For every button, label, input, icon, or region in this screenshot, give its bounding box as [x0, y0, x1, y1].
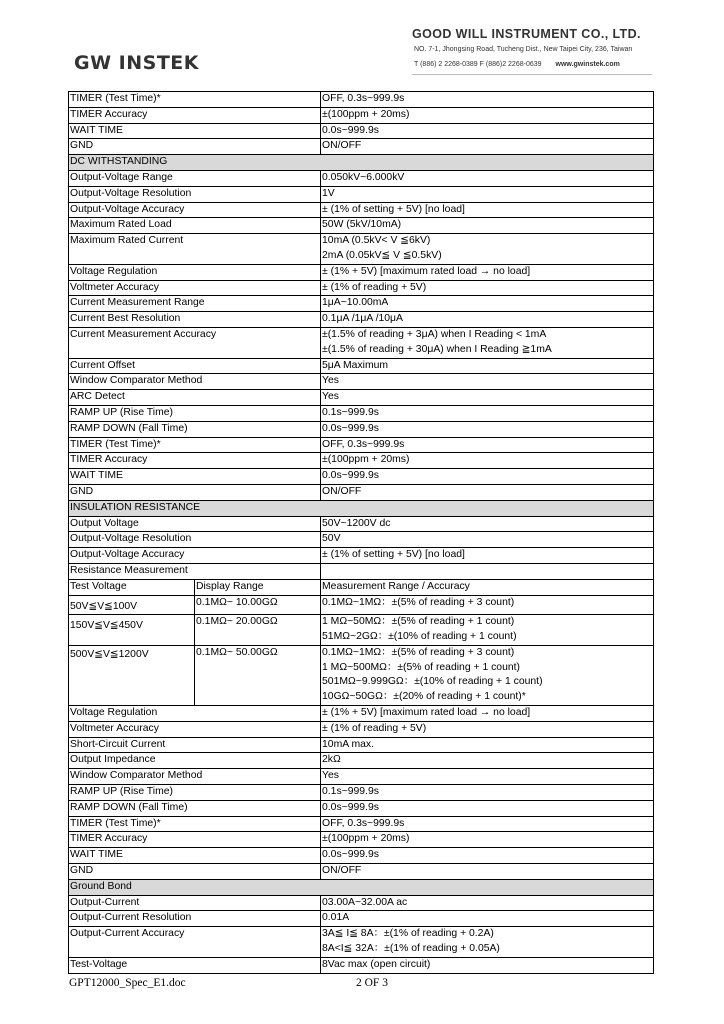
table-row — [69, 186, 654, 202]
table-row — [69, 405, 654, 421]
phone-fax: T (886) 2 2268-0389 F (886)2 2268-0639 — [414, 61, 542, 68]
spec-label: Short-Circuit Current — [69, 737, 321, 753]
value-line: ±(1.5% of reading + 30μA) when I Reading ≧1mA — [322, 343, 552, 355]
spec-value: 8Vac max (open circuit) — [321, 957, 654, 973]
spec-label: Window Comparator Method — [69, 769, 321, 785]
spec-value: 2kΩ — [321, 753, 654, 769]
header-rule — [412, 74, 652, 75]
spec-label: WAIT TIME — [69, 848, 321, 864]
table-row — [69, 895, 654, 911]
table-row — [69, 170, 654, 186]
accuracy — [321, 645, 654, 705]
spec-value: 0.0s~999.9s — [321, 421, 654, 437]
spec-table — [68, 91, 654, 974]
spec-label: GND — [69, 139, 321, 155]
table-row — [69, 453, 654, 469]
spec-value: ± (1% + 5V) [maximum rated load → no load] — [321, 264, 654, 280]
table-row — [69, 864, 654, 880]
table-row — [69, 358, 654, 374]
spec-value: ± (1% of reading + 5V) — [321, 721, 654, 737]
table-row — [69, 753, 654, 769]
table-row — [69, 218, 654, 234]
table-row — [69, 615, 654, 646]
spec-value: 0.1μA /1μA /10μA — [321, 312, 654, 328]
table-row — [69, 737, 654, 753]
value-line: 1 MΩ~50MΩ：±(5% of reading + 1 count) — [322, 616, 515, 628]
section-header — [69, 879, 654, 895]
spec-label: Current Measurement Accuracy — [69, 327, 321, 358]
table-row — [69, 706, 654, 722]
company-logo: GW INSTEK — [74, 52, 199, 74]
spec-value: ± (1% + 5V) [maximum rated load → no load] — [321, 706, 654, 722]
spec-value: 1V — [321, 186, 654, 202]
section-title: INSULATION RESISTANCE — [69, 500, 654, 516]
spec-label: Output-Voltage Resolution — [69, 532, 321, 548]
value-line: 8A<I≦ 32A：±(1% of reading + 0.05A) — [322, 943, 500, 955]
accuracy: 0.1MΩ~1MΩ：±(5% of reading + 3 count) — [321, 595, 654, 615]
spec-value — [321, 327, 654, 358]
table-row — [69, 911, 654, 927]
spec-label: RAMP UP (Rise Time) — [69, 785, 321, 801]
spec-value — [321, 927, 654, 958]
table-row — [69, 484, 654, 500]
table-row — [69, 264, 654, 280]
value-line: 51MΩ~2GΩ：±(10% of reading + 1 count) — [322, 631, 517, 643]
spec-label: Voltage Regulation — [69, 706, 321, 722]
section-header — [69, 155, 654, 171]
table-row — [69, 92, 654, 108]
spec-value: 0.1s~999.9s — [321, 785, 654, 801]
table-row — [69, 516, 654, 532]
spec-value: ± (1% of setting + 5V) [no load] — [321, 548, 654, 564]
spec-label: TIMER (Test Time)* — [69, 92, 321, 108]
table-row — [69, 832, 654, 848]
spec-value: 03.00A~32.00A ac — [321, 895, 654, 911]
spec-label: TIMER Accuracy — [69, 832, 321, 848]
spec-label: Test-Voltage — [69, 957, 321, 973]
table-row — [69, 312, 654, 328]
spec-value: 0.1s~999.9s — [321, 405, 654, 421]
table-row — [69, 927, 654, 958]
spec-value: Yes — [321, 769, 654, 785]
spec-value — [321, 234, 654, 265]
spec-value: 0.0s~999.9s — [321, 469, 654, 485]
table-row — [69, 800, 654, 816]
spec-value: 50W (5kV/10mA) — [321, 218, 654, 234]
table-row — [69, 548, 654, 564]
value-line: 501MΩ~9.999GΩ：±(10% of reading + 1 count) — [322, 676, 543, 688]
spec-value — [321, 563, 654, 579]
spec-label: Output-Voltage Accuracy — [69, 202, 321, 218]
spec-value: ± (1% of reading + 5V) — [321, 280, 654, 296]
value-line: 10GΩ~50GΩ：±(20% of reading + 1 count)* — [322, 691, 526, 703]
spec-label: TIMER (Test Time)* — [69, 816, 321, 832]
spec-label: Output-Current — [69, 895, 321, 911]
spec-label: WAIT TIME — [69, 123, 321, 139]
spec-label: Maximum Rated Load — [69, 218, 321, 234]
table-row — [69, 234, 654, 265]
display-range: 0.1MΩ~ 20.00GΩ — [195, 615, 321, 646]
spec-label: ARC Detect — [69, 390, 321, 406]
table-row — [69, 296, 654, 312]
spec-value: 10mA max. — [321, 737, 654, 753]
spec-value: ±(100ppm + 20ms) — [321, 453, 654, 469]
spec-label: Current Best Resolution — [69, 312, 321, 328]
spec-label: Maximum Rated Current — [69, 234, 321, 265]
table-row — [69, 848, 654, 864]
spec-value: ON/OFF — [321, 864, 654, 880]
table-row — [69, 469, 654, 485]
table-row — [69, 374, 654, 390]
accuracy — [321, 615, 654, 646]
table-row — [69, 107, 654, 123]
value-line: 1 MΩ~500MΩ：±(5% of reading + 1 count) — [322, 661, 520, 673]
display-range: 0.1MΩ~ 10.00GΩ — [195, 595, 321, 615]
spec-label: Output Impedance — [69, 753, 321, 769]
test-voltage: 150V≦V≦450V — [69, 615, 195, 646]
spec-label: Current Offset — [69, 358, 321, 374]
section-title: DC WITHSTANDING — [69, 155, 654, 171]
table-row — [69, 721, 654, 737]
spec-value: ON/OFF — [321, 139, 654, 155]
spec-value: ±(100ppm + 20ms) — [321, 107, 654, 123]
spec-value: 0.0s~999.9s — [321, 123, 654, 139]
table-row — [69, 816, 654, 832]
spec-value: OFF, 0.3s~999.9s — [321, 92, 654, 108]
table-row — [69, 957, 654, 973]
spec-label: Output-Current Resolution — [69, 911, 321, 927]
spec-value: 0.050kV~6.000kV — [321, 170, 654, 186]
table-row — [69, 595, 654, 615]
display-range: 0.1MΩ~ 50.00GΩ — [195, 645, 321, 705]
footer-document-name: GPT12000_Spec_E1.doc — [69, 977, 186, 989]
spec-label: RAMP DOWN (Fall Time) — [69, 800, 321, 816]
subtable-header: Test Voltage — [69, 579, 195, 595]
table-row — [69, 123, 654, 139]
value-line: 2mA (0.05kV≦ V ≦0.5kV) — [322, 249, 442, 261]
value-line: 3A≦ I≦ 8A：±(1% of reading + 0.2A) — [322, 928, 494, 940]
spec-value: OFF, 0.3s~999.9s — [321, 816, 654, 832]
spec-value: Yes — [321, 390, 654, 406]
table-row — [69, 327, 654, 358]
spec-label: WAIT TIME — [69, 469, 321, 485]
section-title: Ground Bond — [69, 879, 654, 895]
spec-value: ON/OFF — [321, 484, 654, 500]
spec-label: Output-Voltage Accuracy — [69, 548, 321, 564]
value-line: ±(1.5% of reading + 3μA) when I Reading < 1mA — [322, 328, 547, 340]
spec-value: 1μA~10.00mA — [321, 296, 654, 312]
company-name: GOOD WILL INSTRUMENT CO., LTD. — [412, 27, 641, 41]
spec-label: Window Comparator Method — [69, 374, 321, 390]
spec-label: RAMP UP (Rise Time) — [69, 405, 321, 421]
spec-value: 0.0s~999.9s — [321, 800, 654, 816]
spec-label: Voltmeter Accuracy — [69, 280, 321, 296]
spec-value: Yes — [321, 374, 654, 390]
spec-label: GND — [69, 484, 321, 500]
table-row — [69, 280, 654, 296]
spec-value: ±(100ppm + 20ms) — [321, 832, 654, 848]
table-row — [69, 390, 654, 406]
test-voltage: 500V≦V≦1200V — [69, 645, 195, 705]
spec-value: 5μA Maximum — [321, 358, 654, 374]
spec-label: RAMP DOWN (Fall Time) — [69, 421, 321, 437]
spec-label: Output Voltage — [69, 516, 321, 532]
table-row — [69, 579, 654, 595]
company-contact — [414, 61, 620, 68]
value-line: 0.1MΩ~1MΩ：±(5% of reading + 3 count) — [322, 646, 515, 658]
spec-label: TIMER Accuracy — [69, 107, 321, 123]
table-row — [69, 645, 654, 705]
spec-label: Voltage Regulation — [69, 264, 321, 280]
value-line: 10mA (0.5kV< V ≦6kV) — [322, 235, 431, 247]
website: www.gwinstek.com — [555, 61, 620, 68]
footer-page-number: 2 OF 3 — [356, 977, 388, 989]
spec-label: TIMER (Test Time)* — [69, 437, 321, 453]
spec-label: Resistance Measurement — [69, 563, 321, 579]
spec-value: 50V~1200V dc — [321, 516, 654, 532]
table-row — [69, 563, 654, 579]
page-header — [0, 0, 724, 90]
table-row — [69, 202, 654, 218]
table-row — [69, 139, 654, 155]
spec-label: GND — [69, 864, 321, 880]
spec-label: Voltmeter Accuracy — [69, 721, 321, 737]
table-row — [69, 532, 654, 548]
spec-value: 50V — [321, 532, 654, 548]
spec-label: Output-Voltage Resolution — [69, 186, 321, 202]
spec-label: Output-Voltage Range — [69, 170, 321, 186]
table-row — [69, 769, 654, 785]
spec-label: Current Measurement Range — [69, 296, 321, 312]
company-address: NO. 7-1, Jhongsing Road, Tucheng Dist., New Taipei City, 236, Taiwan — [414, 46, 633, 53]
table-row — [69, 437, 654, 453]
subtable-header: Display Range — [195, 579, 321, 595]
test-voltage: 50V≦V≦100V — [69, 595, 195, 615]
spec-label: TIMER Accuracy — [69, 453, 321, 469]
spec-value: OFF, 0.3s~999.9s — [321, 437, 654, 453]
subtable-header: Measurement Range / Accuracy — [321, 579, 654, 595]
table-row — [69, 785, 654, 801]
table-row — [69, 421, 654, 437]
spec-value: ± (1% of setting + 5V) [no load] — [321, 202, 654, 218]
spec-value: 0.0s~999.9s — [321, 848, 654, 864]
spec-value: 0.01A — [321, 911, 654, 927]
spec-label: Output-Current Accuracy — [69, 927, 321, 958]
section-header — [69, 500, 654, 516]
